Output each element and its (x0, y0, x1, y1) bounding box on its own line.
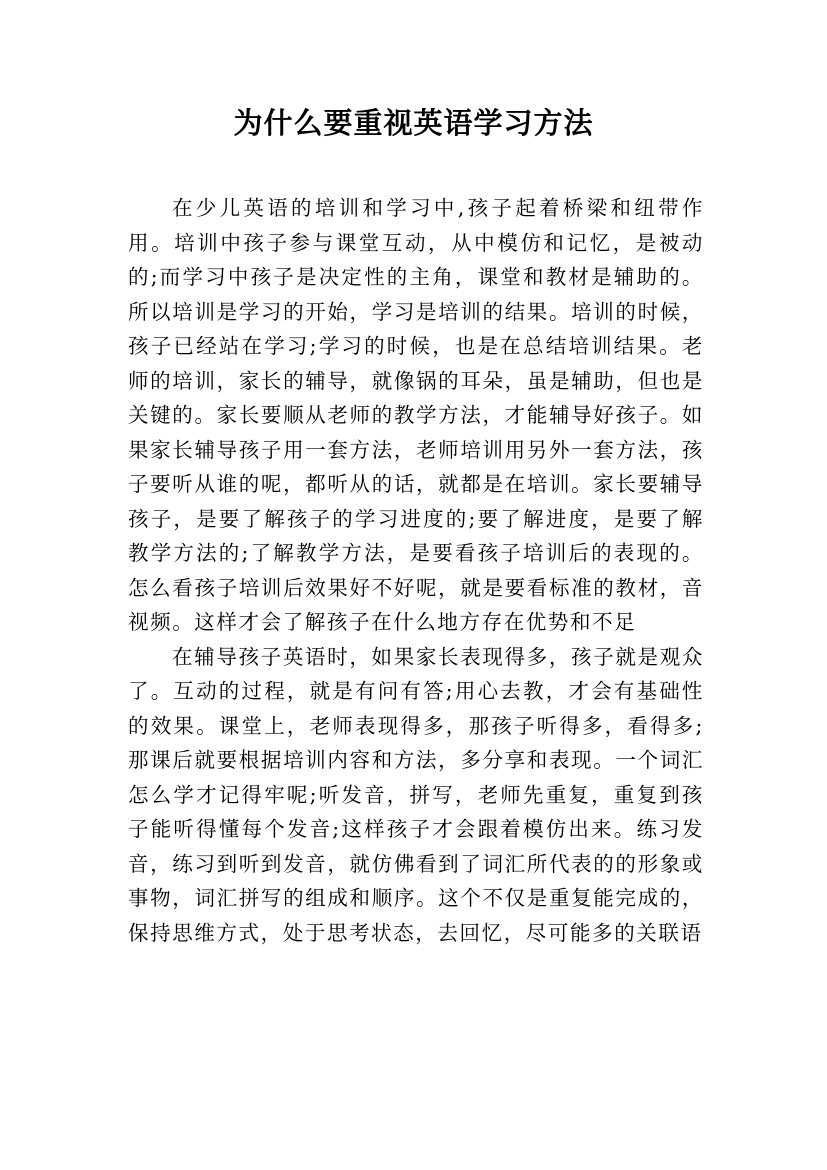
document-body (128, 191, 704, 950)
document-title: 为什么要重视英语学习方法 (233, 106, 594, 140)
paragraph-2: 在辅导孩子英语时，如果家长表现得多，孩子就是观众了。互动的过程，就是有问有答;用心去教，才会有基础性的效果。课堂上，老师表现得多，那孩子听得多，看得多;那课后就要根据培训内容和方法，多分享和表现。一个词汇怎么学才记得牢呢;听发音，拼写，老师先重复，重复到孩子能听得懂每个发音;这样孩子才会跟着模仿出来。练习发音，练习到听到发音，就仿佛看到了词汇所代表的的形象或事物，词汇拼写的组成和顺序。这个不仅是重复能完成的，保持思维方式，处于思考状态，去回忆，尽可能多的关联语 (128, 644, 704, 945)
paragraph-1: 在少儿英语的培训和学习中,孩子起着桥梁和纽带作用。培训中孩子参与课堂互动，从中模仿和记忆，是被动的;而学习中孩子是决定性的主角，课堂和教材是辅助的。所以培训是学习的开始，学习是培训的结果。培训的时候，孩子已经站在学习;学习的时候，也是在总结培训结果。老师的培训，家长的辅导，就像锅的耳朵，虽是辅助，但也是关键的。家长要顺从老师的教学方法，才能辅导好孩子。如果家长辅导孩子用一套方法，老师培训用另外一套方法，孩子要听从谁的呢，都听从的话，就都是在培训。家长要辅导孩子，是要了解孩子的学习进度的;要了解进度，是要了解教学方法的;了解教学方法，是要看孩子培训后的表现的。怎么看孩子培训后效果好不好呢，就是要看标准的教材，音视频。这样才会了解孩子在什么地方存在优势和不足 (128, 196, 704, 634)
